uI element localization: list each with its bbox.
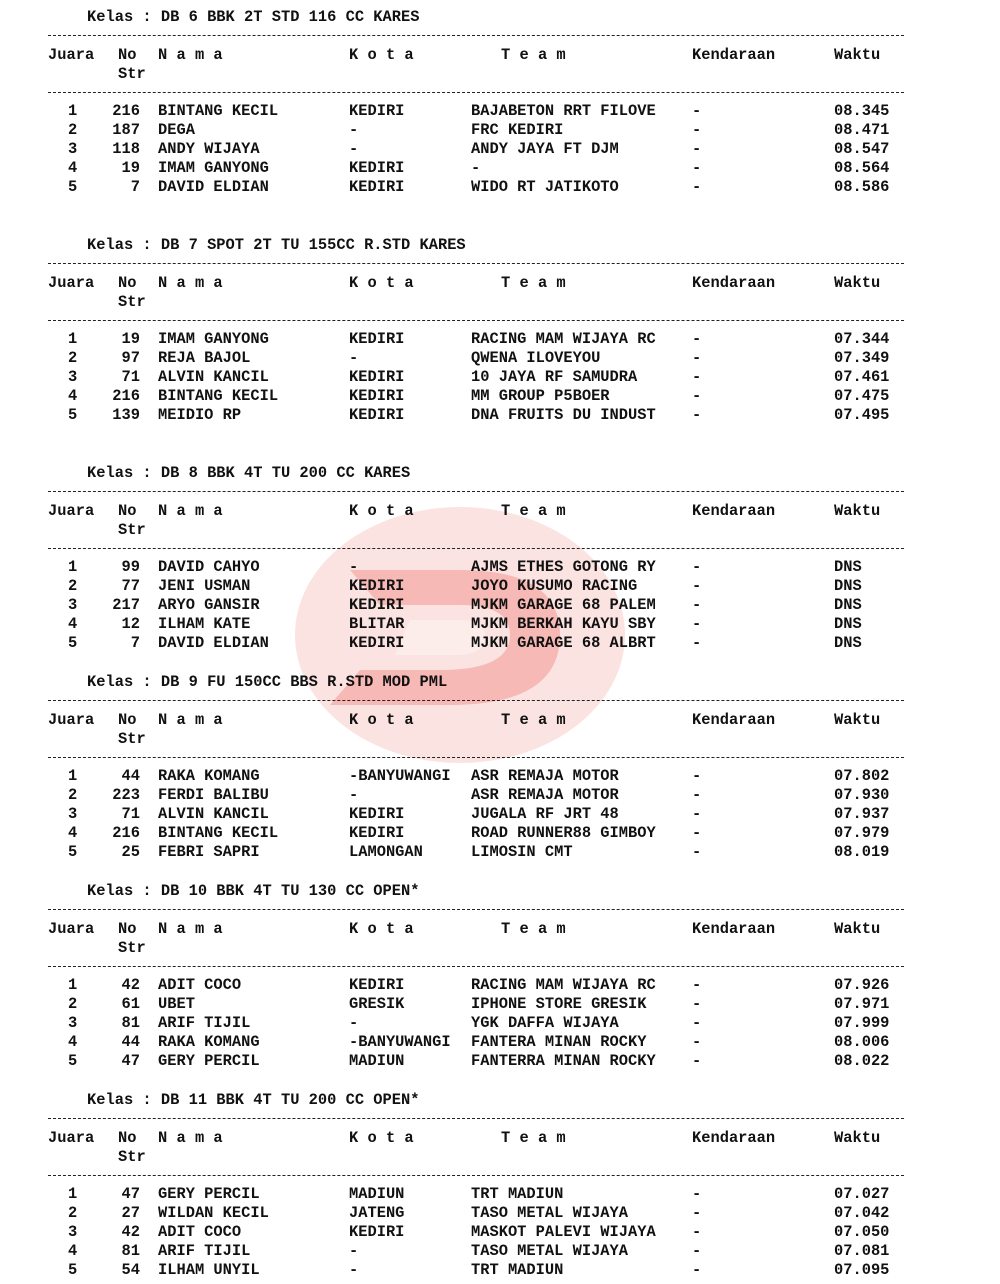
class-title: Kelas : DB 7 SPOT 2T TU 155CC R.STD KARES (87, 236, 466, 254)
start-number-cell: 139 (112, 406, 140, 424)
rank-cell: 1 (68, 976, 78, 994)
rank-cell: 2 (68, 995, 78, 1013)
header-nama: N a m a (158, 1129, 223, 1147)
city-cell: MADIUN (349, 1185, 405, 1203)
vehicle-cell: - (692, 1014, 702, 1032)
time-cell: DNS (834, 634, 862, 652)
city-cell: KEDIRI (349, 577, 405, 595)
header-team: T e a m (501, 920, 566, 938)
start-number-cell: 44 (121, 1033, 140, 1051)
rider-name-cell: ALVIN KANCIL (158, 805, 269, 823)
header-nama: N a m a (158, 46, 223, 64)
vehicle-cell: - (692, 577, 702, 595)
header-juara: Juara (48, 274, 95, 292)
start-number-cell: 61 (121, 995, 140, 1013)
team-cell: ASR REMAJA MOTOR (471, 786, 619, 804)
city-cell: - (349, 1261, 359, 1279)
rank-cell: 5 (68, 634, 78, 652)
divider-line (48, 909, 904, 910)
start-number-cell: 217 (112, 596, 140, 614)
rank-cell: 4 (68, 159, 78, 177)
rank-cell: 5 (68, 406, 78, 424)
city-cell: LAMONGAN (349, 843, 423, 861)
city-cell: - (349, 1014, 359, 1032)
rider-name-cell: IMAM GANYONG (158, 330, 269, 348)
rank-cell: 4 (68, 1242, 78, 1260)
start-number-cell: 54 (121, 1261, 140, 1279)
start-number-cell: 77 (121, 577, 140, 595)
header-waktu: Waktu (834, 920, 881, 938)
time-cell: DNS (834, 596, 862, 614)
team-cell: MJKM BERKAH KAYU SBY (471, 615, 656, 633)
vehicle-cell: - (692, 349, 702, 367)
team-cell: RACING MAM WIJAYA RC (471, 976, 656, 994)
rank-cell: 1 (68, 330, 78, 348)
city-cell: KEDIRI (349, 387, 405, 405)
vehicle-cell: - (692, 1261, 702, 1279)
vehicle-cell: - (692, 824, 702, 842)
header-kota: K o t a (349, 711, 414, 729)
city-cell: KEDIRI (349, 805, 405, 823)
rider-name-cell: DAVID ELDIAN (158, 634, 269, 652)
vehicle-cell: - (692, 976, 702, 994)
team-cell: BAJABETON RRT FILOVE (471, 102, 656, 120)
header-waktu: Waktu (834, 274, 881, 292)
start-number-cell: 44 (121, 767, 140, 785)
class-title: Kelas : DB 8 BBK 4T TU 200 CC KARES (87, 464, 411, 482)
rider-name-cell: MEIDIO RP (158, 406, 242, 424)
team-cell: ASR REMAJA MOTOR (471, 767, 619, 785)
header-waktu: Waktu (834, 502, 881, 520)
city-cell: - (349, 140, 359, 158)
header-nama: N a m a (158, 920, 223, 938)
time-cell: 07.095 (834, 1261, 890, 1279)
rank-cell: 2 (68, 121, 78, 139)
rider-name-cell: WILDAN KECIL (158, 1204, 269, 1222)
rank-cell: 2 (68, 349, 78, 367)
start-number-cell: 7 (130, 634, 140, 652)
header-nama: N a m a (158, 711, 223, 729)
city-cell: MADIUN (349, 1052, 405, 1070)
vehicle-cell: - (692, 387, 702, 405)
header-kendaraan: Kendaraan (692, 46, 776, 64)
rider-name-cell: ILHAM UNYIL (158, 1261, 260, 1279)
time-cell: 08.547 (834, 140, 890, 158)
city-cell: KEDIRI (349, 102, 405, 120)
header-waktu: Waktu (834, 711, 881, 729)
time-cell: 07.999 (834, 1014, 890, 1032)
time-cell: 07.042 (834, 1204, 890, 1222)
time-cell: 08.022 (834, 1052, 890, 1070)
rank-cell: 3 (68, 805, 78, 823)
team-cell: MJKM GARAGE 68 PALEM (471, 596, 656, 614)
header-str: Str (118, 1148, 146, 1166)
rank-cell: 1 (68, 767, 78, 785)
vehicle-cell: - (692, 1242, 702, 1260)
city-cell: KEDIRI (349, 634, 405, 652)
time-cell: 08.471 (834, 121, 890, 139)
time-cell: 07.349 (834, 349, 890, 367)
rider-name-cell: DEGA (158, 121, 195, 139)
team-cell: 10 JAYA RF SAMUDRA (471, 368, 638, 386)
team-cell: ANDY JAYA FT DJM (471, 140, 619, 158)
team-cell: TASO METAL WIJAYA (471, 1204, 629, 1222)
team-cell: QWENA ILOVEYOU (471, 349, 601, 367)
start-number-cell: 47 (121, 1185, 140, 1203)
city-cell: KEDIRI (349, 368, 405, 386)
city-cell: KEDIRI (349, 178, 405, 196)
header-str: Str (118, 293, 146, 311)
header-no: No (118, 920, 137, 938)
header-team: T e a m (501, 502, 566, 520)
city-cell: KEDIRI (349, 1223, 405, 1241)
team-cell: LIMOSIN CMT (471, 843, 573, 861)
vehicle-cell: - (692, 634, 702, 652)
rank-cell: 3 (68, 596, 78, 614)
time-cell: 07.027 (834, 1185, 890, 1203)
header-juara: Juara (48, 1129, 95, 1147)
vehicle-cell: - (692, 1052, 702, 1070)
rider-name-cell: FERDI BALIBU (158, 786, 269, 804)
class-title: Kelas : DB 6 BBK 2T STD 116 CC KARES (87, 8, 420, 26)
city-cell: BLITAR (349, 615, 405, 633)
start-number-cell: 223 (112, 786, 140, 804)
time-cell: 07.050 (834, 1223, 890, 1241)
start-number-cell: 25 (121, 843, 140, 861)
city-cell: KEDIRI (349, 406, 405, 424)
city-cell: - (349, 1242, 359, 1260)
vehicle-cell: - (692, 1033, 702, 1051)
time-cell: 08.345 (834, 102, 890, 120)
header-kendaraan: Kendaraan (692, 1129, 776, 1147)
divider-line (48, 757, 904, 758)
start-number-cell: 19 (121, 159, 140, 177)
start-number-cell: 71 (121, 805, 140, 823)
city-cell: KEDIRI (349, 330, 405, 348)
team-cell: TASO METAL WIJAYA (471, 1242, 629, 1260)
team-cell: TRT MADIUN (471, 1185, 564, 1203)
vehicle-cell: - (692, 121, 702, 139)
header-juara: Juara (48, 46, 95, 64)
rider-name-cell: ADIT COCO (158, 1223, 242, 1241)
rider-name-cell: BINTANG KECIL (158, 102, 279, 120)
team-cell: RACING MAM WIJAYA RC (471, 330, 656, 348)
divider-line (48, 548, 904, 549)
rank-cell: 5 (68, 1052, 78, 1070)
vehicle-cell: - (692, 406, 702, 424)
city-cell: -BANYUWANGI (349, 1033, 451, 1051)
team-cell: FRC KEDIRI (471, 121, 564, 139)
time-cell: 07.926 (834, 976, 890, 994)
rider-name-cell: BINTANG KECIL (158, 824, 279, 842)
rider-name-cell: RAKA KOMANG (158, 1033, 260, 1051)
start-number-cell: 19 (121, 330, 140, 348)
divider-line (48, 1118, 904, 1119)
header-str: Str (118, 65, 146, 83)
rank-cell: 1 (68, 1185, 78, 1203)
team-cell: - (471, 159, 481, 177)
rider-name-cell: RAKA KOMANG (158, 767, 260, 785)
time-cell: DNS (834, 615, 862, 633)
vehicle-cell: - (692, 1204, 702, 1222)
divider-line (48, 320, 904, 321)
header-nama: N a m a (158, 502, 223, 520)
header-waktu: Waktu (834, 46, 881, 64)
team-cell: ROAD RUNNER88 GIMBOY (471, 824, 656, 842)
header-juara: Juara (48, 920, 95, 938)
vehicle-cell: - (692, 140, 702, 158)
city-cell: GRESIK (349, 995, 405, 1013)
divider-line (48, 966, 904, 967)
rank-cell: 3 (68, 368, 78, 386)
rank-cell: 1 (68, 102, 78, 120)
rider-name-cell: FEBRI SAPRI (158, 843, 260, 861)
start-number-cell: 42 (121, 1223, 140, 1241)
start-number-cell: 42 (121, 976, 140, 994)
vehicle-cell: - (692, 1185, 702, 1203)
rider-name-cell: GERY PERCIL (158, 1052, 260, 1070)
time-cell: 08.006 (834, 1033, 890, 1051)
rank-cell: 3 (68, 1014, 78, 1032)
start-number-cell: 99 (121, 558, 140, 576)
header-team: T e a m (501, 711, 566, 729)
header-kendaraan: Kendaraan (692, 502, 776, 520)
header-kota: K o t a (349, 920, 414, 938)
rank-cell: 4 (68, 824, 78, 842)
rank-cell: 4 (68, 387, 78, 405)
rank-cell: 5 (68, 1261, 78, 1279)
time-cell: 07.802 (834, 767, 890, 785)
team-cell: JUGALA RF JRT 48 (471, 805, 619, 823)
time-cell: 07.461 (834, 368, 890, 386)
header-kota: K o t a (349, 46, 414, 64)
rider-name-cell: GERY PERCIL (158, 1185, 260, 1203)
team-cell: TRT MADIUN (471, 1261, 564, 1279)
rider-name-cell: ANDY WIJAYA (158, 140, 260, 158)
start-number-cell: 216 (112, 102, 140, 120)
header-team: T e a m (501, 1129, 566, 1147)
vehicle-cell: - (692, 767, 702, 785)
time-cell: 07.475 (834, 387, 890, 405)
vehicle-cell: - (692, 102, 702, 120)
divider-line (48, 700, 904, 701)
rank-cell: 1 (68, 558, 78, 576)
header-str: Str (118, 939, 146, 957)
start-number-cell: 12 (121, 615, 140, 633)
time-cell: 08.586 (834, 178, 890, 196)
vehicle-cell: - (692, 786, 702, 804)
class-title: Kelas : DB 9 FU 150CC BBS R.STD MOD PML (87, 673, 448, 691)
rank-cell: 4 (68, 1033, 78, 1051)
header-team: T e a m (501, 46, 566, 64)
start-number-cell: 7 (130, 178, 140, 196)
time-cell: 07.344 (834, 330, 890, 348)
header-kota: K o t a (349, 274, 414, 292)
city-cell: KEDIRI (349, 976, 405, 994)
rank-cell: 2 (68, 1204, 78, 1222)
header-kota: K o t a (349, 1129, 414, 1147)
city-cell: - (349, 349, 359, 367)
start-number-cell: 81 (121, 1242, 140, 1260)
start-number-cell: 216 (112, 387, 140, 405)
rank-cell: 5 (68, 178, 78, 196)
header-waktu: Waktu (834, 1129, 881, 1147)
team-cell: AJMS ETHES GOTONG RY (471, 558, 656, 576)
city-cell: - (349, 786, 359, 804)
divider-line (48, 92, 904, 93)
class-title: Kelas : DB 10 BBK 4T TU 130 CC OPEN* (87, 882, 420, 900)
team-cell: JOYO KUSUMO RACING (471, 577, 638, 595)
start-number-cell: 216 (112, 824, 140, 842)
city-cell: KEDIRI (349, 824, 405, 842)
vehicle-cell: - (692, 805, 702, 823)
rider-name-cell: UBET (158, 995, 195, 1013)
rank-cell: 3 (68, 1223, 78, 1241)
start-number-cell: 118 (112, 140, 140, 158)
rider-name-cell: IMAM GANYONG (158, 159, 269, 177)
header-kendaraan: Kendaraan (692, 920, 776, 938)
time-cell: 08.564 (834, 159, 890, 177)
header-no: No (118, 46, 137, 64)
rider-name-cell: ILHAM KATE (158, 615, 251, 633)
rider-name-cell: ADIT COCO (158, 976, 242, 994)
rider-name-cell: DAVID ELDIAN (158, 178, 269, 196)
vehicle-cell: - (692, 330, 702, 348)
divider-line (48, 491, 904, 492)
rider-name-cell: REJA BAJOL (158, 349, 251, 367)
time-cell: DNS (834, 558, 862, 576)
start-number-cell: 71 (121, 368, 140, 386)
header-no: No (118, 711, 137, 729)
team-cell: DNA FRUITS DU INDUST (471, 406, 656, 424)
team-cell: WIDO RT JATIKOTO (471, 178, 619, 196)
team-cell: IPHONE STORE GRESIK (471, 995, 647, 1013)
vehicle-cell: - (692, 596, 702, 614)
vehicle-cell: - (692, 843, 702, 861)
time-cell: 07.495 (834, 406, 890, 424)
city-cell: KEDIRI (349, 159, 405, 177)
header-juara: Juara (48, 711, 95, 729)
header-str: Str (118, 521, 146, 539)
header-no: No (118, 502, 137, 520)
rider-name-cell: JENI USMAN (158, 577, 251, 595)
class-title: Kelas : DB 11 BBK 4T TU 200 CC OPEN* (87, 1091, 420, 1109)
start-number-cell: 81 (121, 1014, 140, 1032)
team-cell: YGK DAFFA WIJAYA (471, 1014, 619, 1032)
header-kota: K o t a (349, 502, 414, 520)
team-cell: MASKOT PALEVI WIJAYA (471, 1223, 656, 1241)
divider-line (48, 1175, 904, 1176)
team-cell: FANTERRA MINAN ROCKY (471, 1052, 656, 1070)
time-cell: 07.979 (834, 824, 890, 842)
city-cell: JATENG (349, 1204, 405, 1222)
rider-name-cell: ALVIN KANCIL (158, 368, 269, 386)
header-nama: N a m a (158, 274, 223, 292)
rank-cell: 2 (68, 786, 78, 804)
header-str: Str (118, 730, 146, 748)
start-number-cell: 97 (121, 349, 140, 367)
start-number-cell: 187 (112, 121, 140, 139)
rider-name-cell: ARIF TIJIL (158, 1014, 251, 1032)
team-cell: MJKM GARAGE 68 ALBRT (471, 634, 656, 652)
divider-line (48, 263, 904, 264)
rank-cell: 4 (68, 615, 78, 633)
time-cell: 07.937 (834, 805, 890, 823)
header-juara: Juara (48, 502, 95, 520)
vehicle-cell: - (692, 159, 702, 177)
city-cell: - (349, 558, 359, 576)
city-cell: -BANYUWANGI (349, 767, 451, 785)
city-cell: - (349, 121, 359, 139)
header-kendaraan: Kendaraan (692, 274, 776, 292)
rank-cell: 3 (68, 140, 78, 158)
vehicle-cell: - (692, 1223, 702, 1241)
rider-name-cell: BINTANG KECIL (158, 387, 279, 405)
rider-name-cell: ARIF TIJIL (158, 1242, 251, 1260)
header-team: T e a m (501, 274, 566, 292)
vehicle-cell: - (692, 178, 702, 196)
start-number-cell: 47 (121, 1052, 140, 1070)
vehicle-cell: - (692, 368, 702, 386)
time-cell: 07.971 (834, 995, 890, 1013)
vehicle-cell: - (692, 615, 702, 633)
city-cell: KEDIRI (349, 596, 405, 614)
rank-cell: 2 (68, 577, 78, 595)
rank-cell: 5 (68, 843, 78, 861)
vehicle-cell: - (692, 995, 702, 1013)
vehicle-cell: - (692, 558, 702, 576)
header-kendaraan: Kendaraan (692, 711, 776, 729)
header-no: No (118, 274, 137, 292)
time-cell: DNS (834, 577, 862, 595)
team-cell: FANTERA MINAN ROCKY (471, 1033, 647, 1051)
rider-name-cell: DAVID CAHYO (158, 558, 260, 576)
team-cell: MM GROUP P5BOER (471, 387, 610, 405)
time-cell: 08.019 (834, 843, 890, 861)
start-number-cell: 27 (121, 1204, 140, 1222)
divider-line (48, 35, 904, 36)
rider-name-cell: ARYO GANSIR (158, 596, 260, 614)
time-cell: 07.081 (834, 1242, 890, 1260)
header-no: No (118, 1129, 137, 1147)
time-cell: 07.930 (834, 786, 890, 804)
